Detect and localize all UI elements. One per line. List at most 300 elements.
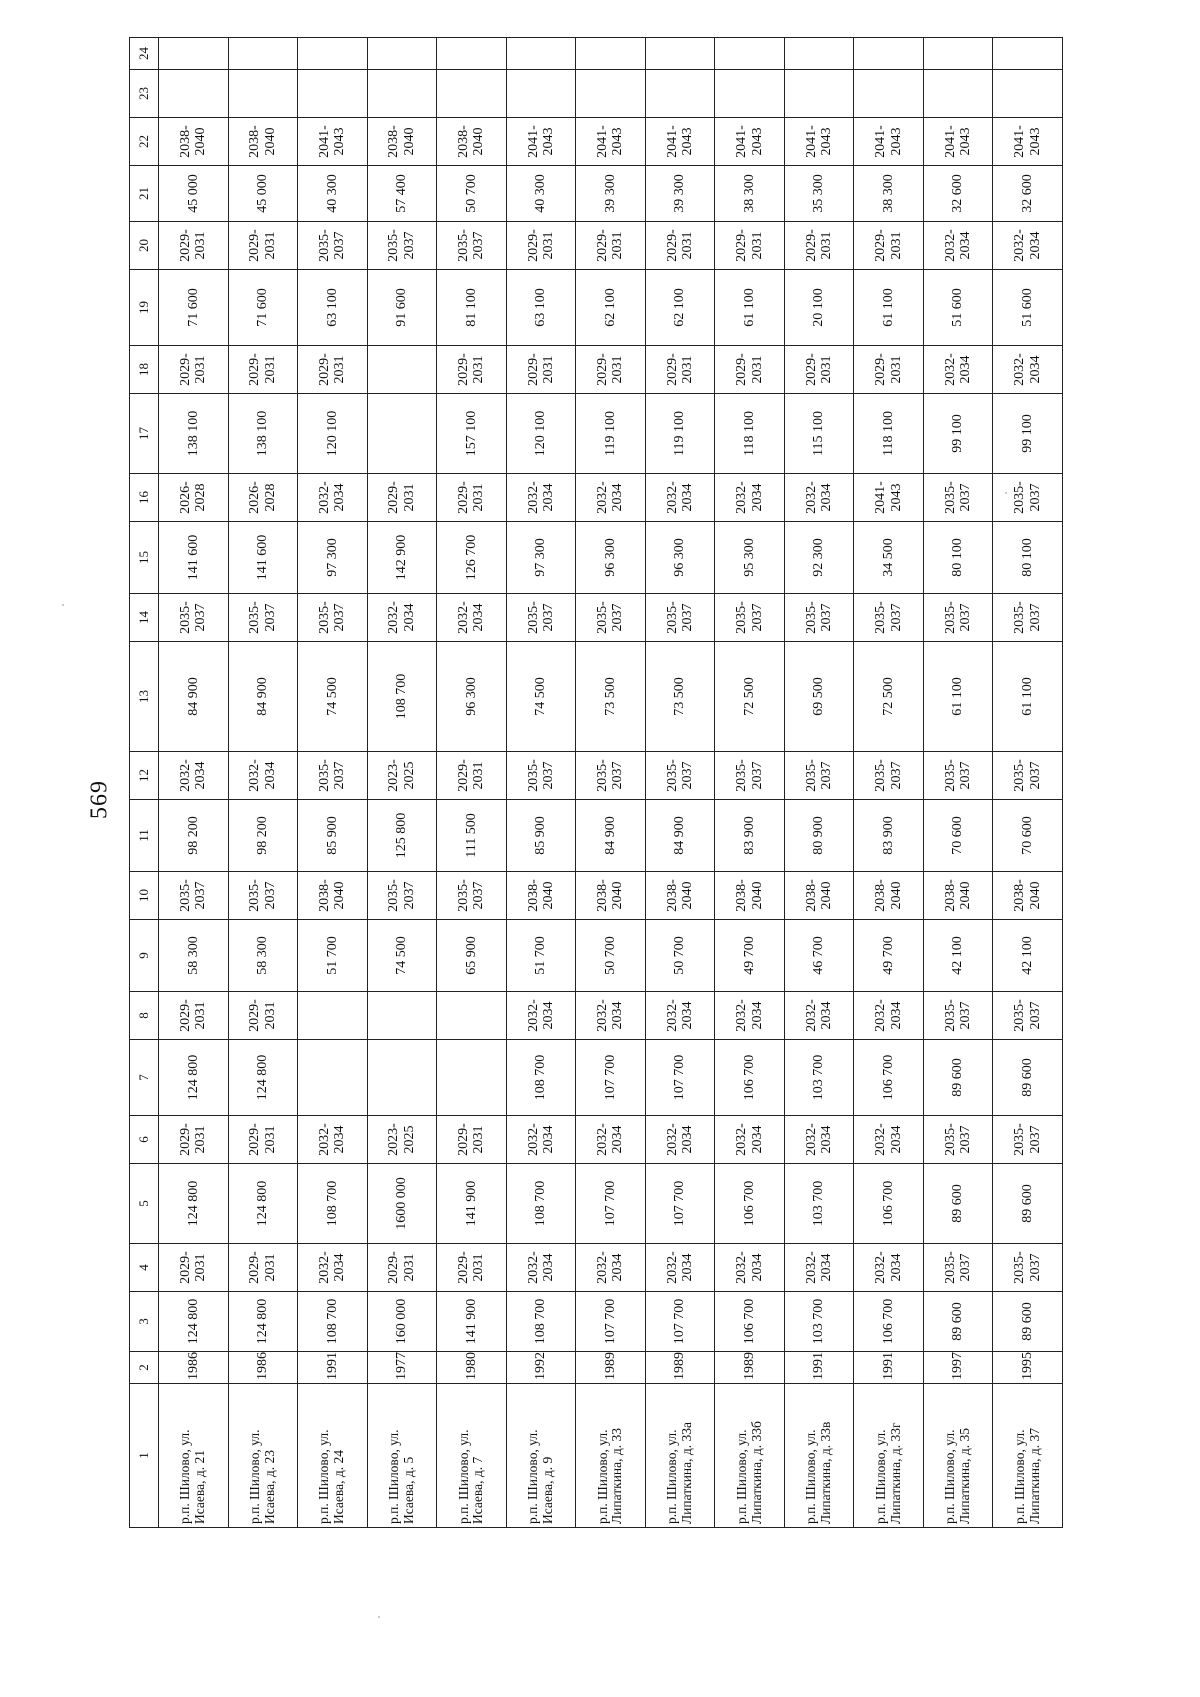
- table-cell: [298, 992, 368, 1040]
- repair-schedule-table: [129, 37, 1063, 1528]
- table-cell: 72 500: [854, 642, 924, 752]
- table-cell: 124 800: [159, 1164, 229, 1244]
- column-number: 15: [130, 522, 159, 594]
- table-cell: 118 100: [854, 394, 924, 474]
- table-cell: 2035-2037: [784, 752, 854, 800]
- table-cell: [298, 1040, 368, 1116]
- address-cell: р.п. Шилово, ул. Липаткина, д. 33г: [854, 1384, 924, 1528]
- table-cell: 103 700: [784, 1164, 854, 1244]
- table-cell: 61 100: [854, 270, 924, 346]
- year-built-cell: 1995: [993, 1352, 1063, 1384]
- table-cell: 2035-2037: [923, 594, 993, 642]
- column-number: 22: [130, 118, 159, 166]
- table-cell: 2035-2037: [993, 1116, 1063, 1164]
- table-cell: 2038-2040: [159, 118, 229, 166]
- table-cell: 49 700: [854, 920, 924, 992]
- table-cell: 2032-2034: [784, 1244, 854, 1292]
- table-cell: 32 600: [923, 166, 993, 222]
- table-cell: 62 100: [576, 270, 646, 346]
- table-cell: 74 500: [367, 920, 437, 992]
- table-cell: 2032-2034: [645, 1244, 715, 1292]
- table-cell: 124 800: [228, 1040, 298, 1116]
- table-cell: 2032-2034: [993, 346, 1063, 394]
- year-built-cell: 1977: [367, 1352, 437, 1384]
- table-cell: 2032-2034: [923, 222, 993, 270]
- table-cell: 2032-2034: [228, 752, 298, 800]
- table-cell: 99 100: [993, 394, 1063, 474]
- table-cell: [715, 70, 785, 118]
- year-built-cell: 1991: [784, 1352, 854, 1384]
- table-cell: 160 000: [367, 1292, 437, 1352]
- table-cell: 2032-2034: [576, 474, 646, 522]
- table-cell: 51 700: [506, 920, 576, 992]
- column-number: 2: [130, 1352, 159, 1384]
- year-built-cell: 1986: [159, 1352, 229, 1384]
- table-row: [715, 38, 785, 1528]
- table-cell: 50 700: [576, 920, 646, 992]
- column-number: 11: [130, 800, 159, 872]
- table-cell: 2035-2037: [576, 752, 646, 800]
- table-cell: 89 600: [993, 1040, 1063, 1116]
- table-cell: [993, 70, 1063, 118]
- table-cell: 2035-2037: [437, 872, 507, 920]
- table-cell: 138 100: [159, 394, 229, 474]
- table-cell: 2038-2040: [923, 872, 993, 920]
- table-cell: 108 700: [506, 1040, 576, 1116]
- table-cell: 61 100: [993, 642, 1063, 752]
- column-number: 16: [130, 474, 159, 522]
- table-row: [437, 38, 507, 1528]
- table-cell: [923, 38, 993, 70]
- table-cell: 2032-2034: [506, 992, 576, 1040]
- table-cell: 2032-2034: [715, 474, 785, 522]
- column-number: 23: [130, 70, 159, 118]
- table-cell: 106 700: [715, 1164, 785, 1244]
- column-number: 3: [130, 1292, 159, 1352]
- column-number: 8: [130, 992, 159, 1040]
- table-cell: [854, 70, 924, 118]
- table-cell: 2032-2034: [645, 474, 715, 522]
- table-cell: 2035-2037: [159, 594, 229, 642]
- table-cell: [784, 38, 854, 70]
- table-cell: 2038-2040: [228, 118, 298, 166]
- table-cell: 2035-2037: [645, 752, 715, 800]
- table-cell: 69 500: [784, 642, 854, 752]
- table-cell: 111 500: [437, 800, 507, 872]
- table-cell: 2032-2034: [993, 222, 1063, 270]
- table-cell: 89 600: [993, 1292, 1063, 1352]
- column-number: 13: [130, 642, 159, 752]
- table-cell: 2035-2037: [298, 594, 368, 642]
- table-cell: 97 300: [298, 522, 368, 594]
- table-cell: 2029-2031: [159, 222, 229, 270]
- table-cell: 2032-2034: [298, 474, 368, 522]
- address-cell: р.п. Шилово, ул. Исаева, д. 21: [159, 1384, 229, 1528]
- table-cell: 107 700: [645, 1040, 715, 1116]
- table-cell: 2029-2031: [784, 222, 854, 270]
- address-cell: р.п. Шилово, ул. Исаева, д. 9: [506, 1384, 576, 1528]
- table-cell: [437, 38, 507, 70]
- table-cell: 32 600: [993, 166, 1063, 222]
- table-row: [576, 38, 646, 1528]
- table-cell: 2032-2034: [854, 1116, 924, 1164]
- table-row: [993, 38, 1063, 1528]
- table-cell: 2035-2037: [437, 222, 507, 270]
- table-cell: 38 300: [854, 166, 924, 222]
- table-row: [506, 38, 576, 1528]
- address-cell: р.п. Шилово, ул. Исаева, д. 23: [228, 1384, 298, 1528]
- table-cell: 2029-2031: [298, 346, 368, 394]
- address-cell: р.п. Шилово, ул. Липаткина, д. 33а: [645, 1384, 715, 1528]
- table-cell: 141 600: [228, 522, 298, 594]
- table-cell: 2029-2031: [645, 346, 715, 394]
- table-cell: 2035-2037: [854, 752, 924, 800]
- table-cell: 2029-2031: [576, 222, 646, 270]
- table-cell: 120 100: [298, 394, 368, 474]
- table-cell: 39 300: [645, 166, 715, 222]
- table-cell: [367, 38, 437, 70]
- table-cell: 71 600: [159, 270, 229, 346]
- table-cell: 51 600: [993, 270, 1063, 346]
- table-cell: 98 200: [228, 800, 298, 872]
- column-number: 1: [130, 1384, 159, 1528]
- table-cell: 2032-2034: [923, 346, 993, 394]
- table-cell: 74 500: [506, 642, 576, 752]
- table-cell: 45 000: [159, 166, 229, 222]
- table-cell: 97 300: [506, 522, 576, 594]
- page-number: 569: [86, 780, 113, 819]
- column-number: 5: [130, 1164, 159, 1244]
- table-cell: 2029-2031: [437, 474, 507, 522]
- table-cell: 2038-2040: [437, 118, 507, 166]
- scan-speck: [62, 604, 64, 606]
- table-cell: 51 600: [923, 270, 993, 346]
- table-cell: 63 100: [506, 270, 576, 346]
- table-row: [367, 38, 437, 1528]
- address-cell: р.п. Шилово, ул. Липаткина, д. 33в: [784, 1384, 854, 1528]
- table-cell: 106 700: [715, 1292, 785, 1352]
- table-cell: 2041-2043: [854, 474, 924, 522]
- table-cell: 83 900: [715, 800, 785, 872]
- year-built-cell: 1989: [645, 1352, 715, 1384]
- table-cell: 2035-2037: [715, 594, 785, 642]
- table-cell: 138 100: [228, 394, 298, 474]
- table-cell: 51 700: [298, 920, 368, 992]
- column-number: 12: [130, 752, 159, 800]
- table-cell: 2035-2037: [298, 752, 368, 800]
- table-cell: 2032-2034: [298, 1244, 368, 1292]
- table-cell: [506, 70, 576, 118]
- table-cell: [159, 38, 229, 70]
- table-cell: 2032-2034: [298, 1116, 368, 1164]
- year-built-cell: 1997: [923, 1352, 993, 1384]
- table-cell: 2032-2034: [506, 474, 576, 522]
- table-cell: [367, 346, 437, 394]
- table-cell: 2029-2031: [159, 1244, 229, 1292]
- table-cell: [437, 70, 507, 118]
- table-cell: 106 700: [854, 1164, 924, 1244]
- table-cell: 141 900: [437, 1292, 507, 1352]
- table-cell: 2023-2025: [367, 752, 437, 800]
- table-cell: 2032-2034: [576, 992, 646, 1040]
- table-cell: 141 900: [437, 1164, 507, 1244]
- table-cell: 81 100: [437, 270, 507, 346]
- table-cell: 80 900: [784, 800, 854, 872]
- table-cell: 96 300: [437, 642, 507, 752]
- year-built-cell: 1989: [576, 1352, 646, 1384]
- address-cell: р.п. Шилово, ул. Липаткина, д. 33б: [715, 1384, 785, 1528]
- table-cell: 98 200: [159, 800, 229, 872]
- table-cell: 50 700: [645, 920, 715, 992]
- table-cell: 39 300: [576, 166, 646, 222]
- table-cell: 2029-2031: [437, 752, 507, 800]
- table-cell: 84 900: [228, 642, 298, 752]
- table-cell: 89 600: [923, 1164, 993, 1244]
- table-cell: 35 300: [784, 166, 854, 222]
- table-cell: 2029-2031: [159, 346, 229, 394]
- table-cell: 34 500: [854, 522, 924, 594]
- table-cell: 96 300: [576, 522, 646, 594]
- table-cell: 2029-2031: [715, 346, 785, 394]
- table-cell: 2038-2040: [715, 872, 785, 920]
- table-cell: 2029-2031: [228, 222, 298, 270]
- table-cell: 46 700: [784, 920, 854, 992]
- table-cell: 58 300: [228, 920, 298, 992]
- table-cell: [367, 1040, 437, 1116]
- table-cell: 2038-2040: [993, 872, 1063, 920]
- table-cell: 2032-2034: [159, 752, 229, 800]
- table-cell: 73 500: [645, 642, 715, 752]
- column-number: 10: [130, 872, 159, 920]
- table-cell: 107 700: [645, 1164, 715, 1244]
- table-cell: 2029-2031: [715, 222, 785, 270]
- table-cell: 70 600: [993, 800, 1063, 872]
- table-cell: 89 600: [993, 1164, 1063, 1244]
- table-cell: 92 300: [784, 522, 854, 594]
- table-cell: 95 300: [715, 522, 785, 594]
- table-cell: [993, 38, 1063, 70]
- table-cell: 124 800: [228, 1164, 298, 1244]
- table-cell: 2038-2040: [576, 872, 646, 920]
- table-row: [228, 38, 298, 1528]
- table-cell: 2029-2031: [159, 992, 229, 1040]
- table-cell: 2035-2037: [506, 752, 576, 800]
- table-cell: 142 900: [367, 522, 437, 594]
- table-cell: [645, 70, 715, 118]
- table-cell: 157 100: [437, 394, 507, 474]
- table-cell: 2035-2037: [645, 594, 715, 642]
- table-cell: 89 600: [923, 1040, 993, 1116]
- table-cell: 2035-2037: [993, 752, 1063, 800]
- table-cell: 85 900: [298, 800, 368, 872]
- table-cell: 2038-2040: [298, 872, 368, 920]
- column-number: 6: [130, 1116, 159, 1164]
- table-cell: 71 600: [228, 270, 298, 346]
- table-cell: 2032-2034: [645, 1116, 715, 1164]
- table-cell: 63 100: [298, 270, 368, 346]
- year-built-cell: 1989: [715, 1352, 785, 1384]
- table-cell: 2035-2037: [576, 594, 646, 642]
- table-cell: 2035-2037: [715, 752, 785, 800]
- table-cell: 124 800: [228, 1292, 298, 1352]
- table-cell: 2032-2034: [645, 992, 715, 1040]
- table-cell: 2032-2034: [715, 992, 785, 1040]
- table-cell: 108 700: [298, 1292, 368, 1352]
- table-cell: 65 900: [437, 920, 507, 992]
- table-cell: 108 700: [298, 1164, 368, 1244]
- table-cell: 2029-2031: [228, 346, 298, 394]
- table-cell: [645, 38, 715, 70]
- table-cell: [576, 70, 646, 118]
- table-cell: 2041-2043: [854, 118, 924, 166]
- table-row: [298, 38, 368, 1528]
- column-number: 9: [130, 920, 159, 992]
- scan-speck: [1005, 492, 1007, 494]
- table-cell: 2035-2037: [923, 992, 993, 1040]
- table-cell: 115 100: [784, 394, 854, 474]
- table-cell: 2032-2034: [576, 1244, 646, 1292]
- table-cell: 99 100: [923, 394, 993, 474]
- year-built-cell: 1992: [506, 1352, 576, 1384]
- table-cell: 108 700: [506, 1164, 576, 1244]
- table-cell: 2032-2034: [715, 1244, 785, 1292]
- table-row: [784, 38, 854, 1528]
- table-cell: [367, 394, 437, 474]
- table-cell: 2029-2031: [437, 1244, 507, 1292]
- table-cell: 107 700: [645, 1292, 715, 1352]
- table-cell: 107 700: [576, 1292, 646, 1352]
- table-cell: 40 300: [506, 166, 576, 222]
- table-row: [854, 38, 924, 1528]
- table-cell: 84 900: [576, 800, 646, 872]
- table-cell: 2032-2034: [784, 1116, 854, 1164]
- table-cell: 2032-2034: [437, 594, 507, 642]
- table-cell: 42 100: [993, 920, 1063, 992]
- table-cell: 61 100: [715, 270, 785, 346]
- column-number: 20: [130, 222, 159, 270]
- table-cell: 2032-2034: [506, 1244, 576, 1292]
- table-cell: 96 300: [645, 522, 715, 594]
- address-cell: р.п. Шилово, ул. Липаткина, д. 35: [923, 1384, 993, 1528]
- table-cell: [437, 992, 507, 1040]
- table-cell: [367, 992, 437, 1040]
- table-cell: 84 900: [645, 800, 715, 872]
- table-cell: 50 700: [437, 166, 507, 222]
- table-cell: 2035-2037: [159, 872, 229, 920]
- column-number-row: [130, 38, 159, 1528]
- table-cell: 106 700: [715, 1040, 785, 1116]
- table-cell: 2035-2037: [923, 1116, 993, 1164]
- table-cell: 126 700: [437, 522, 507, 594]
- table-cell: 49 700: [715, 920, 785, 992]
- table-cell: 2035-2037: [993, 594, 1063, 642]
- table-cell: 107 700: [576, 1040, 646, 1116]
- table-cell: 2032-2034: [715, 1116, 785, 1164]
- column-number: 7: [130, 1040, 159, 1116]
- table-cell: 2035-2037: [923, 474, 993, 522]
- table-cell: 2038-2040: [367, 118, 437, 166]
- column-number: 24: [130, 38, 159, 70]
- year-built-cell: 1991: [854, 1352, 924, 1384]
- table-cell: 2035-2037: [367, 872, 437, 920]
- table-cell: 83 900: [854, 800, 924, 872]
- table-cell: 119 100: [645, 394, 715, 474]
- table-cell: 2041-2043: [923, 118, 993, 166]
- table-cell: 40 300: [298, 166, 368, 222]
- table-cell: 118 100: [715, 394, 785, 474]
- table-cell: 2029-2031: [784, 346, 854, 394]
- table-cell: 20 100: [784, 270, 854, 346]
- table-cell: 2041-2043: [298, 118, 368, 166]
- table-cell: 2041-2043: [506, 118, 576, 166]
- table-cell: 2029-2031: [159, 1116, 229, 1164]
- table-cell: 2035-2037: [367, 222, 437, 270]
- table-cell: 2041-2043: [993, 118, 1063, 166]
- table-cell: 2029-2031: [645, 222, 715, 270]
- table-cell: 2032-2034: [854, 992, 924, 1040]
- table-cell: 106 700: [854, 1292, 924, 1352]
- table-cell: 2035-2037: [298, 222, 368, 270]
- table-cell: 2035-2037: [784, 594, 854, 642]
- table-cell: 80 100: [923, 522, 993, 594]
- column-number: 17: [130, 394, 159, 474]
- table-cell: 62 100: [645, 270, 715, 346]
- table-cell: 42 100: [923, 920, 993, 992]
- table-cell: 106 700: [854, 1040, 924, 1116]
- table-cell: 2026-2028: [228, 474, 298, 522]
- table-cell: 85 900: [506, 800, 576, 872]
- table-cell: 2032-2034: [506, 1116, 576, 1164]
- table-cell: 2029-2031: [506, 346, 576, 394]
- table-cell: 124 800: [159, 1292, 229, 1352]
- address-cell: р.п. Шилово, ул. Липаткина, д. 37: [993, 1384, 1063, 1528]
- table-cell: 2029-2031: [576, 346, 646, 394]
- table-cell: 2029-2031: [506, 222, 576, 270]
- table-cell: 103 700: [784, 1040, 854, 1116]
- table-cell: 2029-2031: [228, 992, 298, 1040]
- table-cell: 72 500: [715, 642, 785, 752]
- table-cell: 2038-2040: [854, 872, 924, 920]
- table-cell: 74 500: [298, 642, 368, 752]
- table-cell: 2032-2034: [784, 474, 854, 522]
- column-number: 18: [130, 346, 159, 394]
- table-cell: 2029-2031: [437, 346, 507, 394]
- table-cell: [437, 1040, 507, 1116]
- table-cell: 2032-2034: [367, 594, 437, 642]
- table-cell: [715, 38, 785, 70]
- table-cell: 2035-2037: [506, 594, 576, 642]
- table-cell: 2035-2037: [993, 1244, 1063, 1292]
- table-cell: [228, 38, 298, 70]
- table-cell: [506, 38, 576, 70]
- table-cell: 58 300: [159, 920, 229, 992]
- table-cell: 38 300: [715, 166, 785, 222]
- year-built-cell: 1980: [437, 1352, 507, 1384]
- column-number: 4: [130, 1244, 159, 1292]
- scan-speck: [378, 1616, 380, 1618]
- table-cell: [854, 38, 924, 70]
- table-cell: 2029-2031: [437, 1116, 507, 1164]
- table-cell: 61 100: [923, 642, 993, 752]
- table-cell: 2035-2037: [993, 474, 1063, 522]
- table-cell: 2035-2037: [854, 594, 924, 642]
- table-cell: 2029-2031: [367, 1244, 437, 1292]
- address-cell: р.п. Шилово, ул. Исаева, д. 24: [298, 1384, 368, 1528]
- table-cell: 120 100: [506, 394, 576, 474]
- table-cell: 84 900: [159, 642, 229, 752]
- address-cell: р.п. Шилово, ул. Исаева, д. 7: [437, 1384, 507, 1528]
- table-cell: 2032-2034: [576, 1116, 646, 1164]
